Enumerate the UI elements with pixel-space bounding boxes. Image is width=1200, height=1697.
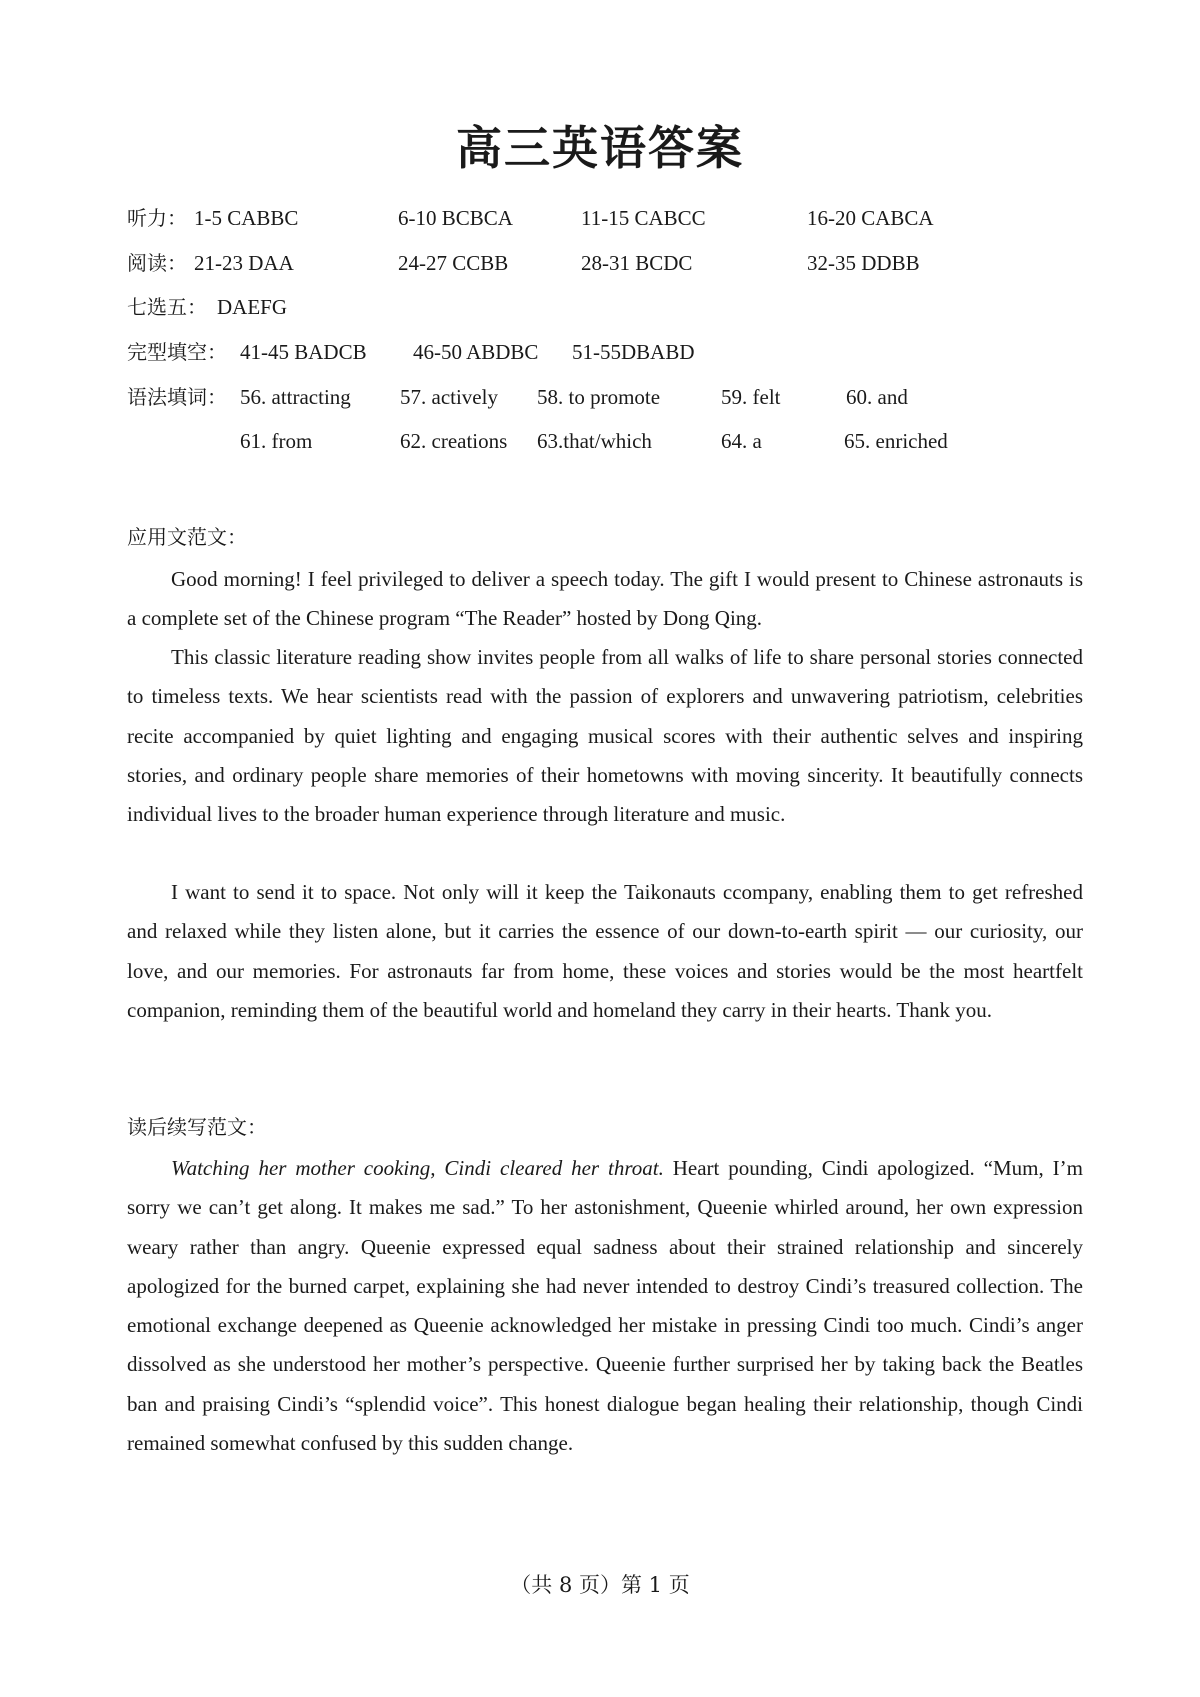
answer-item: 21-23 DAA [194,251,294,275]
section-label-seven-choose-five: 七选五： [127,295,207,319]
applied-writing-paragraph: I want to send it to space. Not only will it keep the Taikonauts ccompany, enabling them to get refreshed and relaxed while they listen alone, but it carries the essence of our down-to-earth spirit — our curiosity, our love, and our memories. For astronauts far from home, these voices and stories would be the most heartfelt companion, reminding them of the beautiful world and homeland they carry in their hearts. Thank you. [127,880,1083,1022]
answer-item: 65. enriched [844,429,948,453]
answer-item: 6-10 BCBCA [398,206,513,230]
opening-sentence: Watching her mother cooking, Cindi cleared her throat. [171,1156,664,1180]
answer-item: 63.that/which [537,429,652,453]
answer-item: 59. felt [721,385,781,409]
answer-item: 58. to promote [537,385,661,409]
answer-item: 62. creations [400,429,508,453]
continuation-body: Heart pounding, Cindi apologized. “Mum, I’m sorry we can’t get along. It makes me sad.” To her astonishment, Queenie whirled around, her own expression weary rather than angry. Queenie expressed equal sadness about their strained relationship and sincerely apologized for the burned carpet, explaining she had never intended to destroy Cindi’s treasured collection. The emotional exchange deepened as Queenie acknowledged her mistake in pressing Cindi too much. Cindi’s anger dissolved as she understood her mother’s perspective. Queenie further surprised her by taking back the Beatles ban and praising Cindi’s “splendid voice”. This honest dialogue began healing their relationship, though Cindi remained somewhat confused by this sudden change. [127,1156,1083,1456]
answer-item: 11-15 CABCC [581,206,706,230]
answer-item: 61. from [240,429,313,453]
applied-writing-paragraph: Good morning! I feel privileged to deliver a speech today. The gift I would present to Chinese astronauts is a complete set of the Chinese program “The Reader” hosted by Dong Qing. [127,567,1083,631]
answer-item: DAEFG [217,295,288,319]
answer-item: 24-27 CCBB [398,251,509,275]
section-label-reading: 阅读： [127,251,187,275]
answer-item: 41-45 BADCB [240,340,367,364]
answer-item: 51-55DBABD [572,340,695,364]
section-label-cloze: 完型填空： [127,340,227,364]
page-footer: （共 8 页）第 1 页 [510,1573,690,1597]
answer-item: 16-20 CABCA [807,206,934,230]
answer-item: 32-35 DDBB [807,251,920,275]
answer-item: 60. and [846,385,908,409]
applied-writing-heading: 应用文范文： [127,525,247,549]
section-label-listening: 听力： [127,206,187,230]
section-label-grammar: 语法填词： [127,385,227,409]
answer-item: 1-5 CABBC [194,206,299,230]
continuation-writing-paragraph [127,1149,1083,1463]
answer-item: 57. actively [400,385,498,409]
answer-item: 56. attracting [240,385,351,409]
answer-item: 46-50 ABDBC [413,340,539,364]
continuation-writing-heading: 读后续写范文： [127,1115,267,1139]
page-title: 高三英语答案 [456,121,744,175]
applied-writing-paragraph: This classic literature reading show invites people from all walks of life to share personal stories connected to timeless texts. We hear scientists read with the passion of explorers and unwavering patriotism, celebrities recite accompanied by quiet lighting and engaging musical scores with their authentic selves and inspiring stories, and ordinary people share memories of their hometowns with moving sincerity. It beautifully connects individual lives to the broader human experience through literature and music. [127,645,1083,827]
answer-item: 28-31 BCDC [581,251,693,275]
answer-item: 64. a [721,429,762,453]
